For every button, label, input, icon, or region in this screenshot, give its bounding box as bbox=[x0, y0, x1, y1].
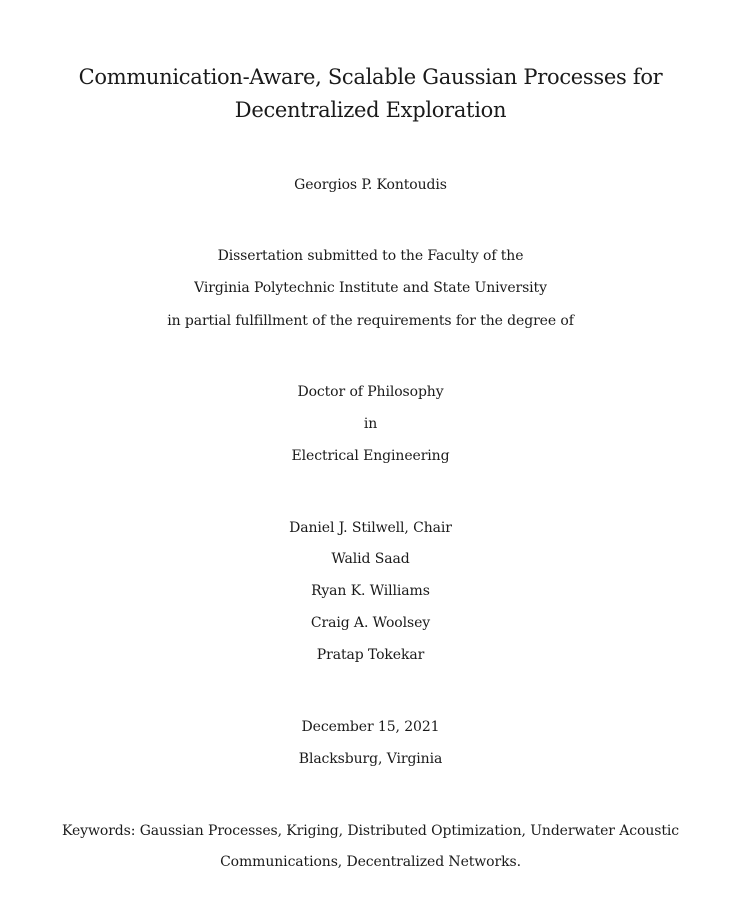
committee-member: Craig A. Woolsey bbox=[310, 615, 431, 631]
dissertation-title-line-2: Decentralized Exploration bbox=[234, 98, 507, 122]
dissertation-title-line-1: Communication-Aware, Scalable Gaussian Processes for bbox=[78, 65, 663, 89]
keywords-line-2: Communications, Decentralized Networks. bbox=[220, 854, 521, 870]
defense-location: Blacksburg, Virginia bbox=[298, 751, 443, 767]
submission-statement-line-2: Virginia Polytechnic Institute and State University bbox=[194, 280, 547, 296]
degree-field: Electrical Engineering bbox=[291, 448, 450, 464]
degree-name: Doctor of Philosophy bbox=[297, 384, 444, 400]
defense-date: December 15, 2021 bbox=[301, 719, 440, 735]
committee-member: Walid Saad bbox=[331, 551, 410, 567]
degree-connector: in bbox=[363, 416, 378, 432]
submission-statement-line-3: in partial fulfillment of the requirements for the degree of bbox=[167, 313, 574, 329]
submission-statement-line-1: Dissertation submitted to the Faculty of the bbox=[217, 248, 524, 264]
committee-member: Pratap Tokekar bbox=[316, 647, 425, 663]
keywords-line-1: Keywords: Gaussian Processes, Kriging, Distributed Optimization, Underwater Acoustic bbox=[62, 823, 679, 839]
committee-member-chair: Daniel J. Stilwell, Chair bbox=[289, 520, 452, 536]
author-name: Georgios P. Kontoudis bbox=[294, 177, 447, 193]
committee-member: Ryan K. Williams bbox=[311, 583, 430, 599]
